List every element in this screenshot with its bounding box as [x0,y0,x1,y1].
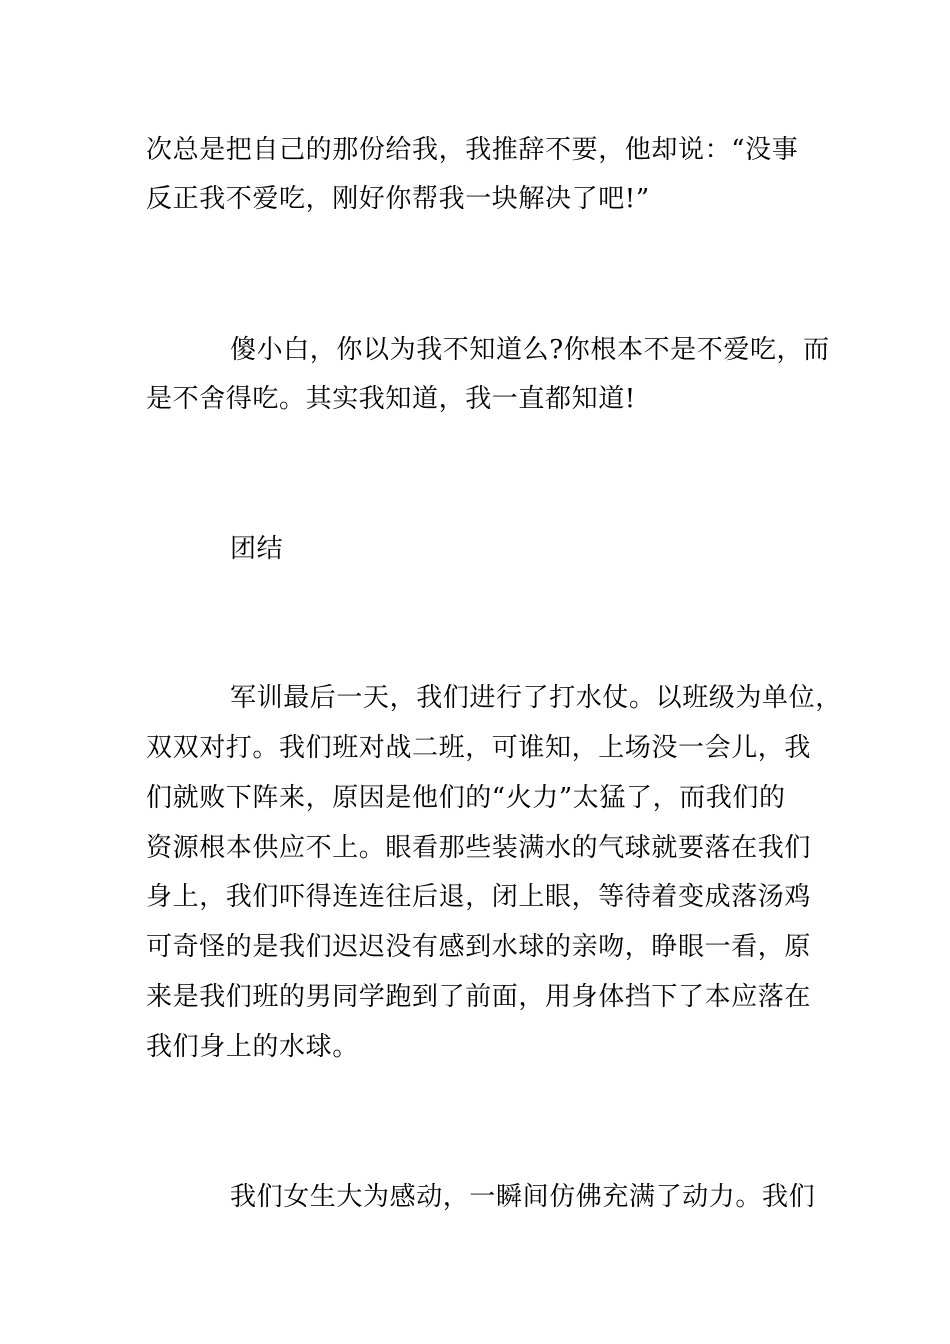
section-heading: 团结 [230,534,284,564]
paragraph-4-line-4: 资源根本供应不上。眼看那些装满水的气球就要落在我们 [146,833,812,863]
paragraph-1-line-1: 次总是把自己的那份给我，我推辞不要，他却说：“没事 [146,135,799,165]
paragraph-1-line-2: 反正我不爱吃，刚好你帮我一块解决了吧!” [146,184,650,214]
paragraph-2-line-1: 傻小白，你以为我不知道么?你根本不是不爱吃，而 [230,335,830,365]
paragraph-4-line-7: 来是我们班的男同学跑到了前面，用身体挡下了本应落在 [146,982,812,1012]
paragraph-5-line-1: 我们女生大为感动，一瞬间仿佛充满了动力。我们 [230,1182,816,1212]
paragraph-4-line-6: 可奇怪的是我们迟迟没有感到水球的亲吻，睁眼一看，原 [146,932,812,962]
paragraph-4-line-3: 们就败下阵来，原因是他们的“火力”太猛了，而我们的 [146,783,786,813]
paragraph-4-line-1: 军训最后一天，我们进行了打水仗。以班级为单位， [230,683,842,713]
paragraph-2-line-2: 是不舍得吃。其实我知道，我一直都知道! [146,384,636,414]
paragraph-4-line-8: 我们身上的水球。 [146,1032,359,1062]
paragraph-4-line-2: 双双对打。我们班对战二班，可谁知，上场没一会儿，我 [146,733,812,763]
paragraph-4-line-5: 身上，我们吓得连连往后退，闭上眼，等待着变成落汤鸡 [146,882,812,912]
